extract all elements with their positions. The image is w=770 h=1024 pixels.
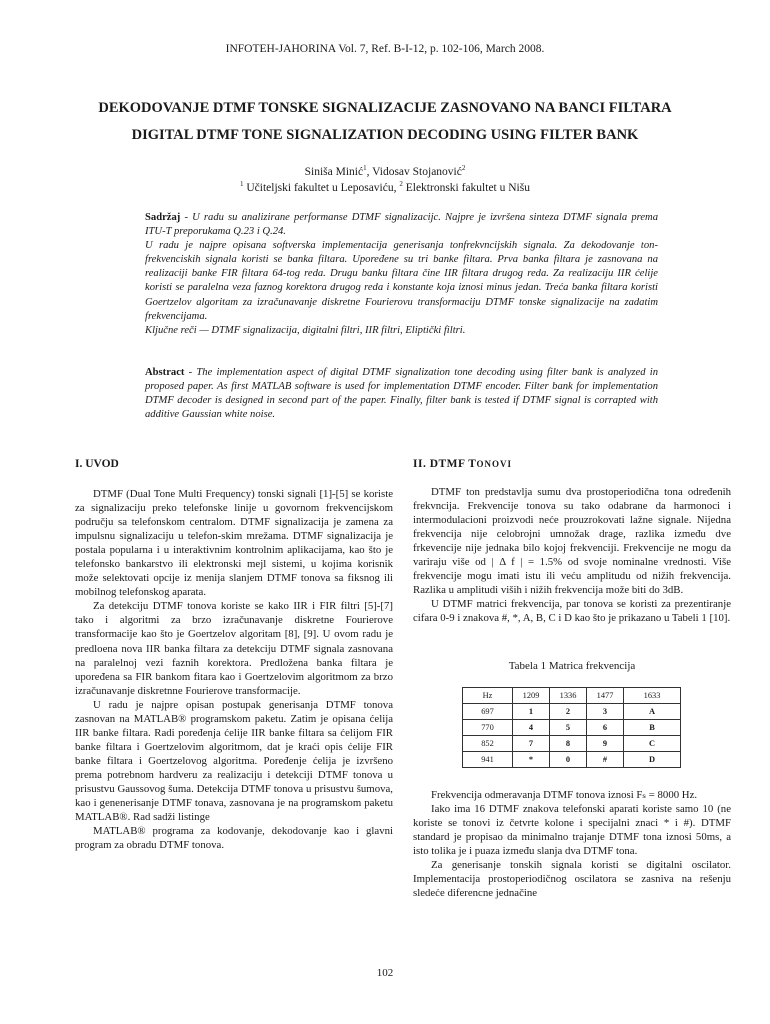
table-header-cell: 1633 (624, 688, 681, 704)
table-header-cell: 1209 (513, 688, 550, 704)
table-caption: Tabela 1 Matrica frekvencija (508, 660, 636, 672)
abstract-text: - The implementation aspect of digital DTMF signalization tone decoding using filter bank is analyzed in proposed paper. As first MATLAB software is used for implementation DTMF encoder. Filter bank for implementation DTMF decoder is designed in second part of the paper. Finally, filter bank is tested if DTMF signal is corrapted with additive Gaussian white noise. (145, 367, 658, 421)
table-row (463, 752, 681, 768)
table-header-row (463, 688, 681, 704)
journal-citation: INFOTEH-JAHORINA Vol. 7, Ref. B-I-12, p. 102-106, March 2008. (225, 43, 545, 55)
tones-paragraph-2: U DTMF matrici frekvencija, par tonova se koristi za prezentiranje cifara 0-9 i znakova #, *, A, B, C i D kao što je prikazano u Tabeli 1 [10]. (413, 598, 731, 625)
right-column-top (413, 485, 731, 625)
frequency-matrix-table (462, 687, 681, 768)
author-separator: , (366, 166, 373, 178)
abstract-block (145, 366, 658, 422)
affiliation-1: Učiteljski fakultet u Leposaviću, (243, 182, 400, 194)
tones-paragraph-3: Frekvencija odmeravanja DTMF tonova iznosi Fₛ = 8000 Hz. (431, 789, 698, 801)
right-column-bottom (413, 788, 731, 900)
table-cell: 0 (550, 752, 587, 768)
table-cell: 1 (513, 704, 550, 720)
keywords: Ključne reči — DTMF signalizacija, digitalni filtri, IIR filtri, Eliptički filtri. (145, 324, 466, 336)
table-cell: * (513, 752, 550, 768)
tones-paragraph-4: Iako ima 16 DTMF znakova telefonski aparati koriste samo 10 (ne koriste se tonovi iz četvrte kolone i specijalni znaci * i #). DTMF standard je propisao da minimalno trajanje DTMF tona iznosi 50ms, a isto tolika je i puaza između slanja dva DTMF tona. (413, 803, 731, 858)
tones-paragraph-1: DTMF ton predstavlja sumu dva prostoperiodična tona određenih frekvncija. Frekvencije tonova su tako odabrane da harmonoci i intermodulacioni proizvodi neće prouzrokovati lažne signale. Nijedna frekvencija nije celobrojni umnožak drage, razlika između dve frkevencije nije jednaka bilo kojoj frekvenciji. Frekvencije ne mogu da variraju više od | Δ f | = 1.5% od svoje nominalne vrednosti. Više frekvencije mogu imati istu ili veću amplitudu od nižih frekvencija. Razlika u amplitudi viših i nižih frekvencija može biti do 3dB. (413, 486, 731, 597)
left-column (75, 487, 393, 852)
section-2-heading-main: II. DTMF T (413, 458, 477, 470)
table-cell: D (624, 752, 681, 768)
title-serbian: DEKODOVANJE DTMF TONSKE SIGNALIZACIJE ZASNOVANO NA BANCI FILTARA (98, 100, 672, 116)
abstract-label: Abstract (145, 367, 185, 378)
table-cell: 8 (550, 736, 587, 752)
table-header-cell: Hz (463, 688, 513, 704)
table-cell: A (624, 704, 681, 720)
affiliation-1-sup: 1 (240, 180, 244, 188)
table-cell: 7 (513, 736, 550, 752)
abstract-paragraph (145, 366, 658, 422)
table-row (463, 736, 681, 752)
table-cell: C (624, 736, 681, 752)
intro-paragraph-3: U radu je najpre opisan postupak generisanja DTMF tonova zasnovan na MATLAB® programskom paketu. Zatim je opisana ćelija IIR banke filtara. Radi poređenja ćelije IIR banke filtara sa ćelijom FIR banke filtara i Goertzelovim algoritmom, dat je kraći opis ćelije FIR banke filtara i Goertzelovog algoritma. Poređenje ćelija je izvršeno prema potrebnom hardveru za realizaciju i detekciji DTMF tonova u prisustvu Gaussovog šuma. Detekcija DTMF tonova u prisustvu šumova, kao i genenerisanje DTMF tonava, zasnovana je na programskom paketu MATLAB®. Rad sadži listinge (75, 698, 393, 824)
row-frequency-cell: 852 (463, 736, 513, 752)
table-cell: B (624, 720, 681, 736)
intro-paragraph-2: Za detekciju DTMF tonova koriste se kako IIR i FIR filtri [5]-[7] tako i algoritmi za brzo izračunavanje diskretne Fourierove transformacije kao što je Goertzelov algoritam [8], [9]. U ovom radu je predloena nova IIR banka filtara za detekciju DTMF signala zasnovana na paralelnoj vezi faznih korektora. Predložena banka filtara je upoređena sa FIR bankom fitara kao i Goertzelovim algoritmom za brzo izračunavanje diskretnne Fourierove transformacije. (75, 600, 393, 697)
intro-paragraph-1: DTMF (Dual Tone Multi Frequency) tonski signali [1]-[5] se koriste za signalizaciju preko telefonske linije u govornom frekvencijskom području sa telefonskom centralom. DTMF signalizacija je zamena za impulsnu signalizaciju u telefon-skim mrežama. DTMF signalizacija je postala popularna i u interaktivnim kontrolnim aplikacijama, kao što je telefonsko bankarstvo ili elektronski mejl sistemi, u kojima korisnik može selektovati opcije iz menija slanjem DTMF tonova sa fiksnog ili mobilnog telefonskog aparata. (75, 488, 393, 599)
row-frequency-cell: 770 (463, 720, 513, 736)
table-cell: 6 (587, 720, 624, 736)
table-header-cell: 1336 (550, 688, 587, 704)
table-row (463, 720, 681, 736)
section-2-heading (413, 458, 512, 470)
table-cell: 3 (587, 704, 624, 720)
sadrzaj-text-1: - U radu su analizirane performanse DTMF signalizacijc. Najpre je izvršena sinteza DTMF signala prema ITU-T preporukama Q.23 i Q.24. (145, 212, 658, 238)
page-number: 102 (376, 967, 394, 979)
table-row (463, 704, 681, 720)
author-line (0, 166, 770, 178)
table-header-cell: 1477 (587, 688, 624, 704)
table-cell: 5 (550, 720, 587, 736)
author-2-sup: 2 (461, 164, 466, 172)
author-1: Siniša Minić (304, 166, 364, 178)
sadrzaj-label: Sadržaj (145, 212, 181, 223)
sadrzaj-block (145, 211, 658, 338)
title-english: DIGITAL DTMF TONE SIGNALIZATION DECODING USING FILTER BANK (131, 127, 639, 143)
author-1-sup: 1 (363, 164, 367, 172)
section-1-heading: I. UVOD (75, 458, 119, 470)
author-2: Vidosav Stojanović (372, 166, 462, 178)
table-cell: 2 (550, 704, 587, 720)
affiliation-line (0, 182, 770, 194)
table-cell: 9 (587, 736, 624, 752)
affiliation-2: Elektronski fakultet u Nišu (402, 182, 530, 194)
table-cell: 4 (513, 720, 550, 736)
row-frequency-cell: 941 (463, 752, 513, 768)
row-frequency-cell: 697 (463, 704, 513, 720)
section-2-heading-smallcaps: ONOVI (476, 459, 512, 469)
affiliation-2-sup: 2 (399, 180, 403, 188)
tones-paragraph-5: Za generisanje tonskih signala koristi se digitalni oscilator. Implementacija prostoperiodičnog oscilatora se zasniva na rešenju sledeće diferencne jednačine (413, 859, 731, 900)
table-cell: # (587, 752, 624, 768)
sadrzaj-paragraph-2: U radu je najpre opisana softverska implementacija generisanja tonfrekvncijskih signala. Za dekodovanje ton-frekvenciskih signala koristi se banka filtara. Upoređene su tri banke filtara. Prva banka filtara je zasnovana na realizaciji banke FIR filtara 64-tog reda. Drugu banku filtara čine IIR filtara drugog reda. Za realizaciju IIR ćelije koristi se paralelna veza faznog korektora drugog reda i konstante koja iznosi minus jedan. Treća banka filtara koristi Goertzelov algoritam za izračunavanje diskretne Fourierovu transformaciju DTMF tonske signalizacije na zadatim frekvencijama. (145, 240, 658, 322)
intro-paragraph-4: MATLAB® programa za kodovanje, dekodovanje kao i glavni program za obradu DTMF tonova. (75, 825, 393, 852)
sadrzaj-paragraph-1 (145, 211, 658, 239)
